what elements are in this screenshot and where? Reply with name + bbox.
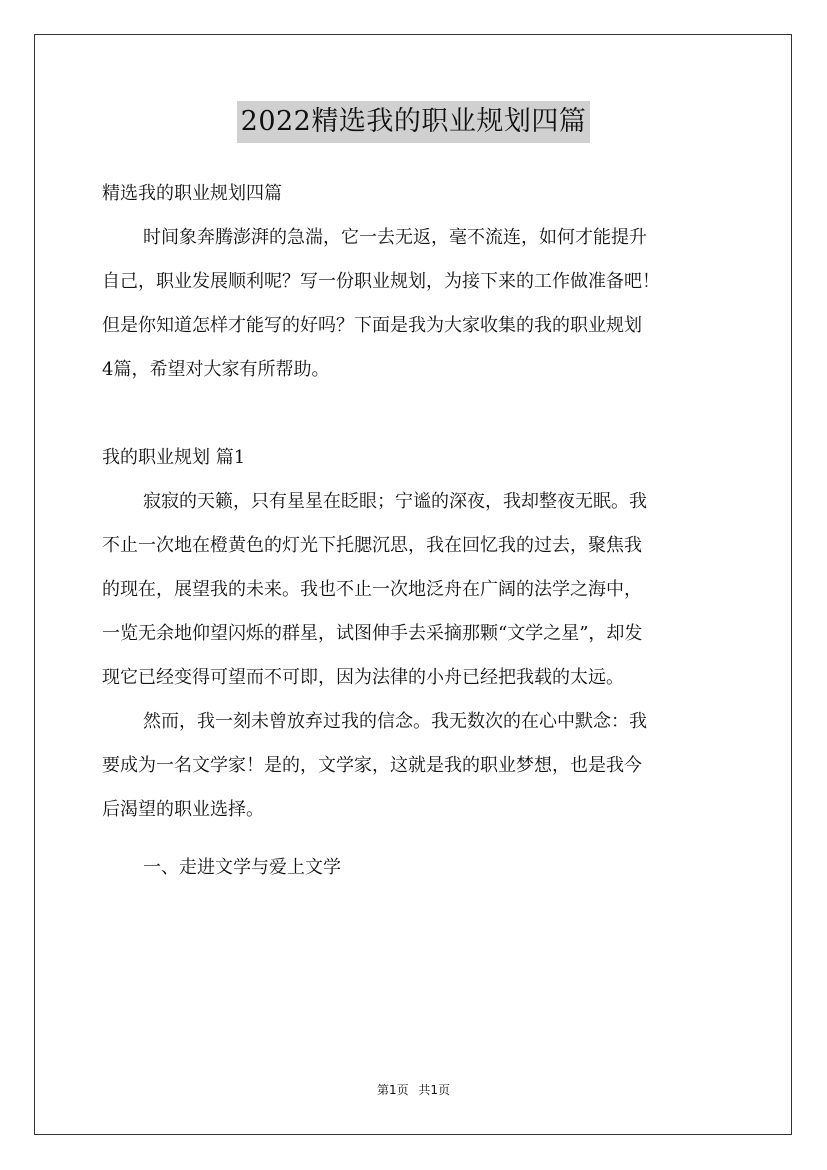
paragraph-line: 不止一次地在橙黄色的灯光下托腮沉思，我在回忆我的过去，聚焦我 [102, 535, 642, 556]
intro-line: 4篇，希望对大家有所帮助。 [102, 359, 330, 380]
paragraph-line: 要成为一名文学家！是的，文学家，这就是我的职业梦想，也是我今 [102, 755, 642, 776]
page-number: 第1页 [376, 1083, 409, 1097]
page-footer [0, 1081, 827, 1098]
intro-line: 但是你知道怎样才能写的好吗？下面是我为大家收集的我的职业规划 [102, 315, 642, 336]
paragraph-line: 后渴望的职业选择。 [102, 799, 264, 820]
spacer [102, 392, 728, 436]
title-container [0, 101, 827, 143]
paragraph-line: 的现在，展望我的未来。我也不止一次地泛舟在广阔的法学之海中， [102, 579, 642, 600]
paragraph-line: 现它已经变得可望而不可即，因为法律的小舟已经把我载的太远。 [102, 667, 624, 688]
subheading: 一、走进文学与爱上文学 [143, 857, 341, 878]
document-body [102, 172, 728, 890]
page-total: 共1页 [418, 1083, 451, 1097]
paragraph-line: 一览无余地仰望闪烁的群星，试图伸手去采摘那颗“文学之星”，却发 [102, 623, 643, 644]
document-subtitle: 精选我的职业规划四篇 [102, 183, 282, 204]
paragraph-line: 寂寂的天籁，只有星星在眨眼；宁谧的深夜，我却整夜无眠。我 [143, 491, 647, 512]
paragraph-line: 然而，我一刻未曾放弃过我的信念。我无数次的在心中默念：我 [143, 711, 647, 732]
section-heading: 我的职业规划 篇1 [102, 447, 246, 468]
intro-line: 自己，职业发展顺利呢？写一份职业规划，为接下来的工作做准备吧！ [102, 271, 660, 292]
intro-line: 时间象奔腾澎湃的急湍，它一去无返，毫不流连，如何才能提升 [143, 227, 647, 248]
document-title: 2022精选我的职业规划四篇 [237, 101, 591, 143]
